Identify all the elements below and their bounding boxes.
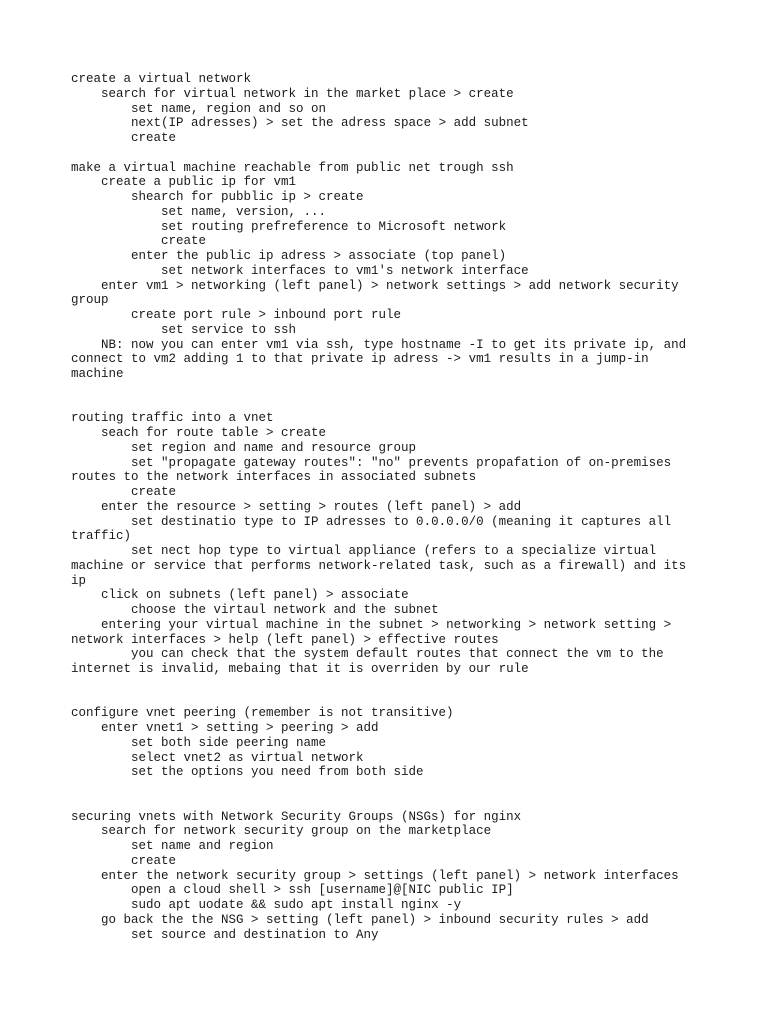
note-line: enter vm1 > networking (left panel) > network settings > add network security group — [71, 278, 687, 308]
note-line: enter the public ip adress > associate (top panel) — [71, 249, 507, 263]
section-heading: configure vnet peering (remember is not transitive) — [71, 706, 454, 721]
note-line: entering your virtual machine in the subnet > networking > network setting > network interfaces > help (left panel) > effective routes — [71, 617, 679, 647]
note-line: set service to ssh — [71, 322, 297, 337]
note-section — [71, 706, 701, 780]
note-line: set name, region and so on — [71, 101, 327, 116]
section-spacer — [71, 677, 701, 707]
note-line: set destinatio type to IP adresses to 0.0.0.0/0 (meaning it captures all traffic) — [71, 514, 679, 544]
note-line: create — [71, 485, 177, 499]
note-line: go back the the NSG > setting (left panel) > inbound security rules > add — [71, 912, 649, 927]
note-line: enter vnet1 > setting > peering > add — [71, 721, 379, 735]
note-line: open a cloud shell > ssh [username]@[NIC public IP] — [71, 883, 514, 898]
note-line: search for network security group on the marketplace — [71, 824, 492, 839]
document-body — [71, 72, 701, 942]
note-line: set "propagate gateway routes": "no" prevents propafation of on-premises routes to the network interfaces in associated subnets — [71, 455, 679, 485]
note-line: set network interfaces to vm1's network interface — [71, 263, 529, 278]
section-heading: create a virtual network — [71, 72, 252, 86]
note-line: enter the network security group > settings (left panel) > network interfaces — [71, 868, 679, 883]
note-line: next(IP adresses) > set the adress space > add subnet — [71, 116, 529, 131]
note-line: choose the virtaul network and the subnet — [71, 603, 439, 617]
note-line: create — [71, 234, 207, 249]
note-line: select vnet2 as virtual network — [71, 750, 364, 765]
note-line: shearch for pubblic ip > create — [71, 190, 364, 204]
note-line: click on subnets (left panel) > associate — [71, 588, 409, 603]
note-line: search for virtual network in the market place > create — [71, 86, 514, 101]
note-section — [71, 411, 701, 677]
note-section — [71, 161, 701, 382]
note-line: set the options you need from both side — [71, 765, 424, 780]
section-spacer — [71, 382, 701, 412]
note-line: create — [71, 853, 177, 868]
note-line: set routing prefreference to Microsoft network — [71, 219, 507, 234]
note-line: set source and destination to Any — [71, 927, 379, 942]
note-section — [71, 810, 701, 943]
note-line: create — [71, 131, 177, 145]
note-line: set name and region — [71, 839, 274, 853]
section-heading: securing vnets with Network Security Groups (NSGs) for nginx — [71, 809, 522, 824]
section-spacer — [71, 780, 701, 810]
note-line: set both side peering name — [71, 735, 327, 750]
note-line: set nect hop type to virtual appliance (refers to a specialize virtual machine or service that performs network-related task, such as a firewall) and its ip — [71, 544, 694, 588]
note-line: create a public ip for vm1 — [71, 175, 297, 190]
note-line: sudo apt uodate && sudo apt install nginx -y — [71, 898, 462, 912]
section-heading: make a virtual machine reachable from public net trough ssh — [71, 160, 514, 175]
section-heading: routing traffic into a vnet — [71, 411, 274, 426]
note-section — [71, 72, 701, 146]
note-line: NB: now you can enter vm1 via ssh, type hostname -I to get its private ip, and connect to vm2 adding 1 to that private ip adress -> vm1 results in a jump-in machine — [71, 337, 694, 381]
note-line: seach for route table > create — [71, 426, 327, 440]
note-line: enter the resource > setting > routes (left panel) > add — [71, 499, 522, 514]
note-line: set name, version, ... — [71, 204, 327, 219]
section-spacer — [71, 146, 701, 161]
note-line: set region and name and resource group — [71, 440, 417, 455]
note-line: create port rule > inbound port rule — [71, 308, 402, 322]
note-line: you can check that the system default routes that connect the vm to the internet is invalid, mebaing that it is overriden by our rule — [71, 647, 672, 676]
